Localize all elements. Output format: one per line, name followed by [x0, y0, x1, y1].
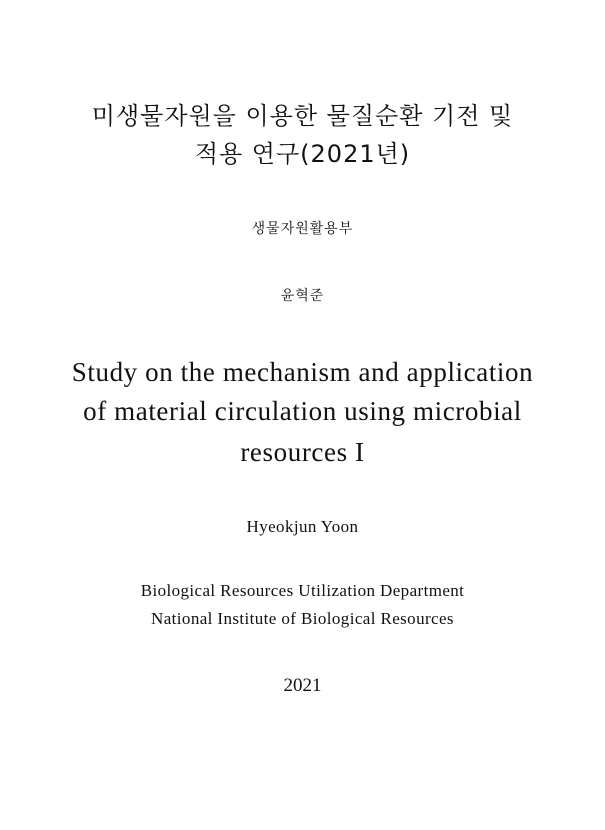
affiliation-department: Biological Resources Utilization Department [140, 581, 465, 600]
affiliation-institute: National Institute of Biological Resources [151, 609, 454, 628]
korean-author: 윤혁준 [280, 288, 325, 304]
english-title-line-2: of material circulation using microbial [83, 396, 522, 426]
korean-title-line-2: 적용 연구(2021년) [194, 140, 411, 168]
korean-department: 생물자원활용부 [251, 221, 354, 237]
english-title-line-3: resources I [240, 437, 365, 467]
publication-year: 2021 [283, 675, 322, 696]
english-author: Hyeokjun Yoon [246, 517, 359, 536]
korean-title-line-1: 미생물자원을 이용한 물질순환 기전 및 [91, 102, 514, 130]
english-title-line-1: Study on the mechanism and application [71, 357, 534, 387]
